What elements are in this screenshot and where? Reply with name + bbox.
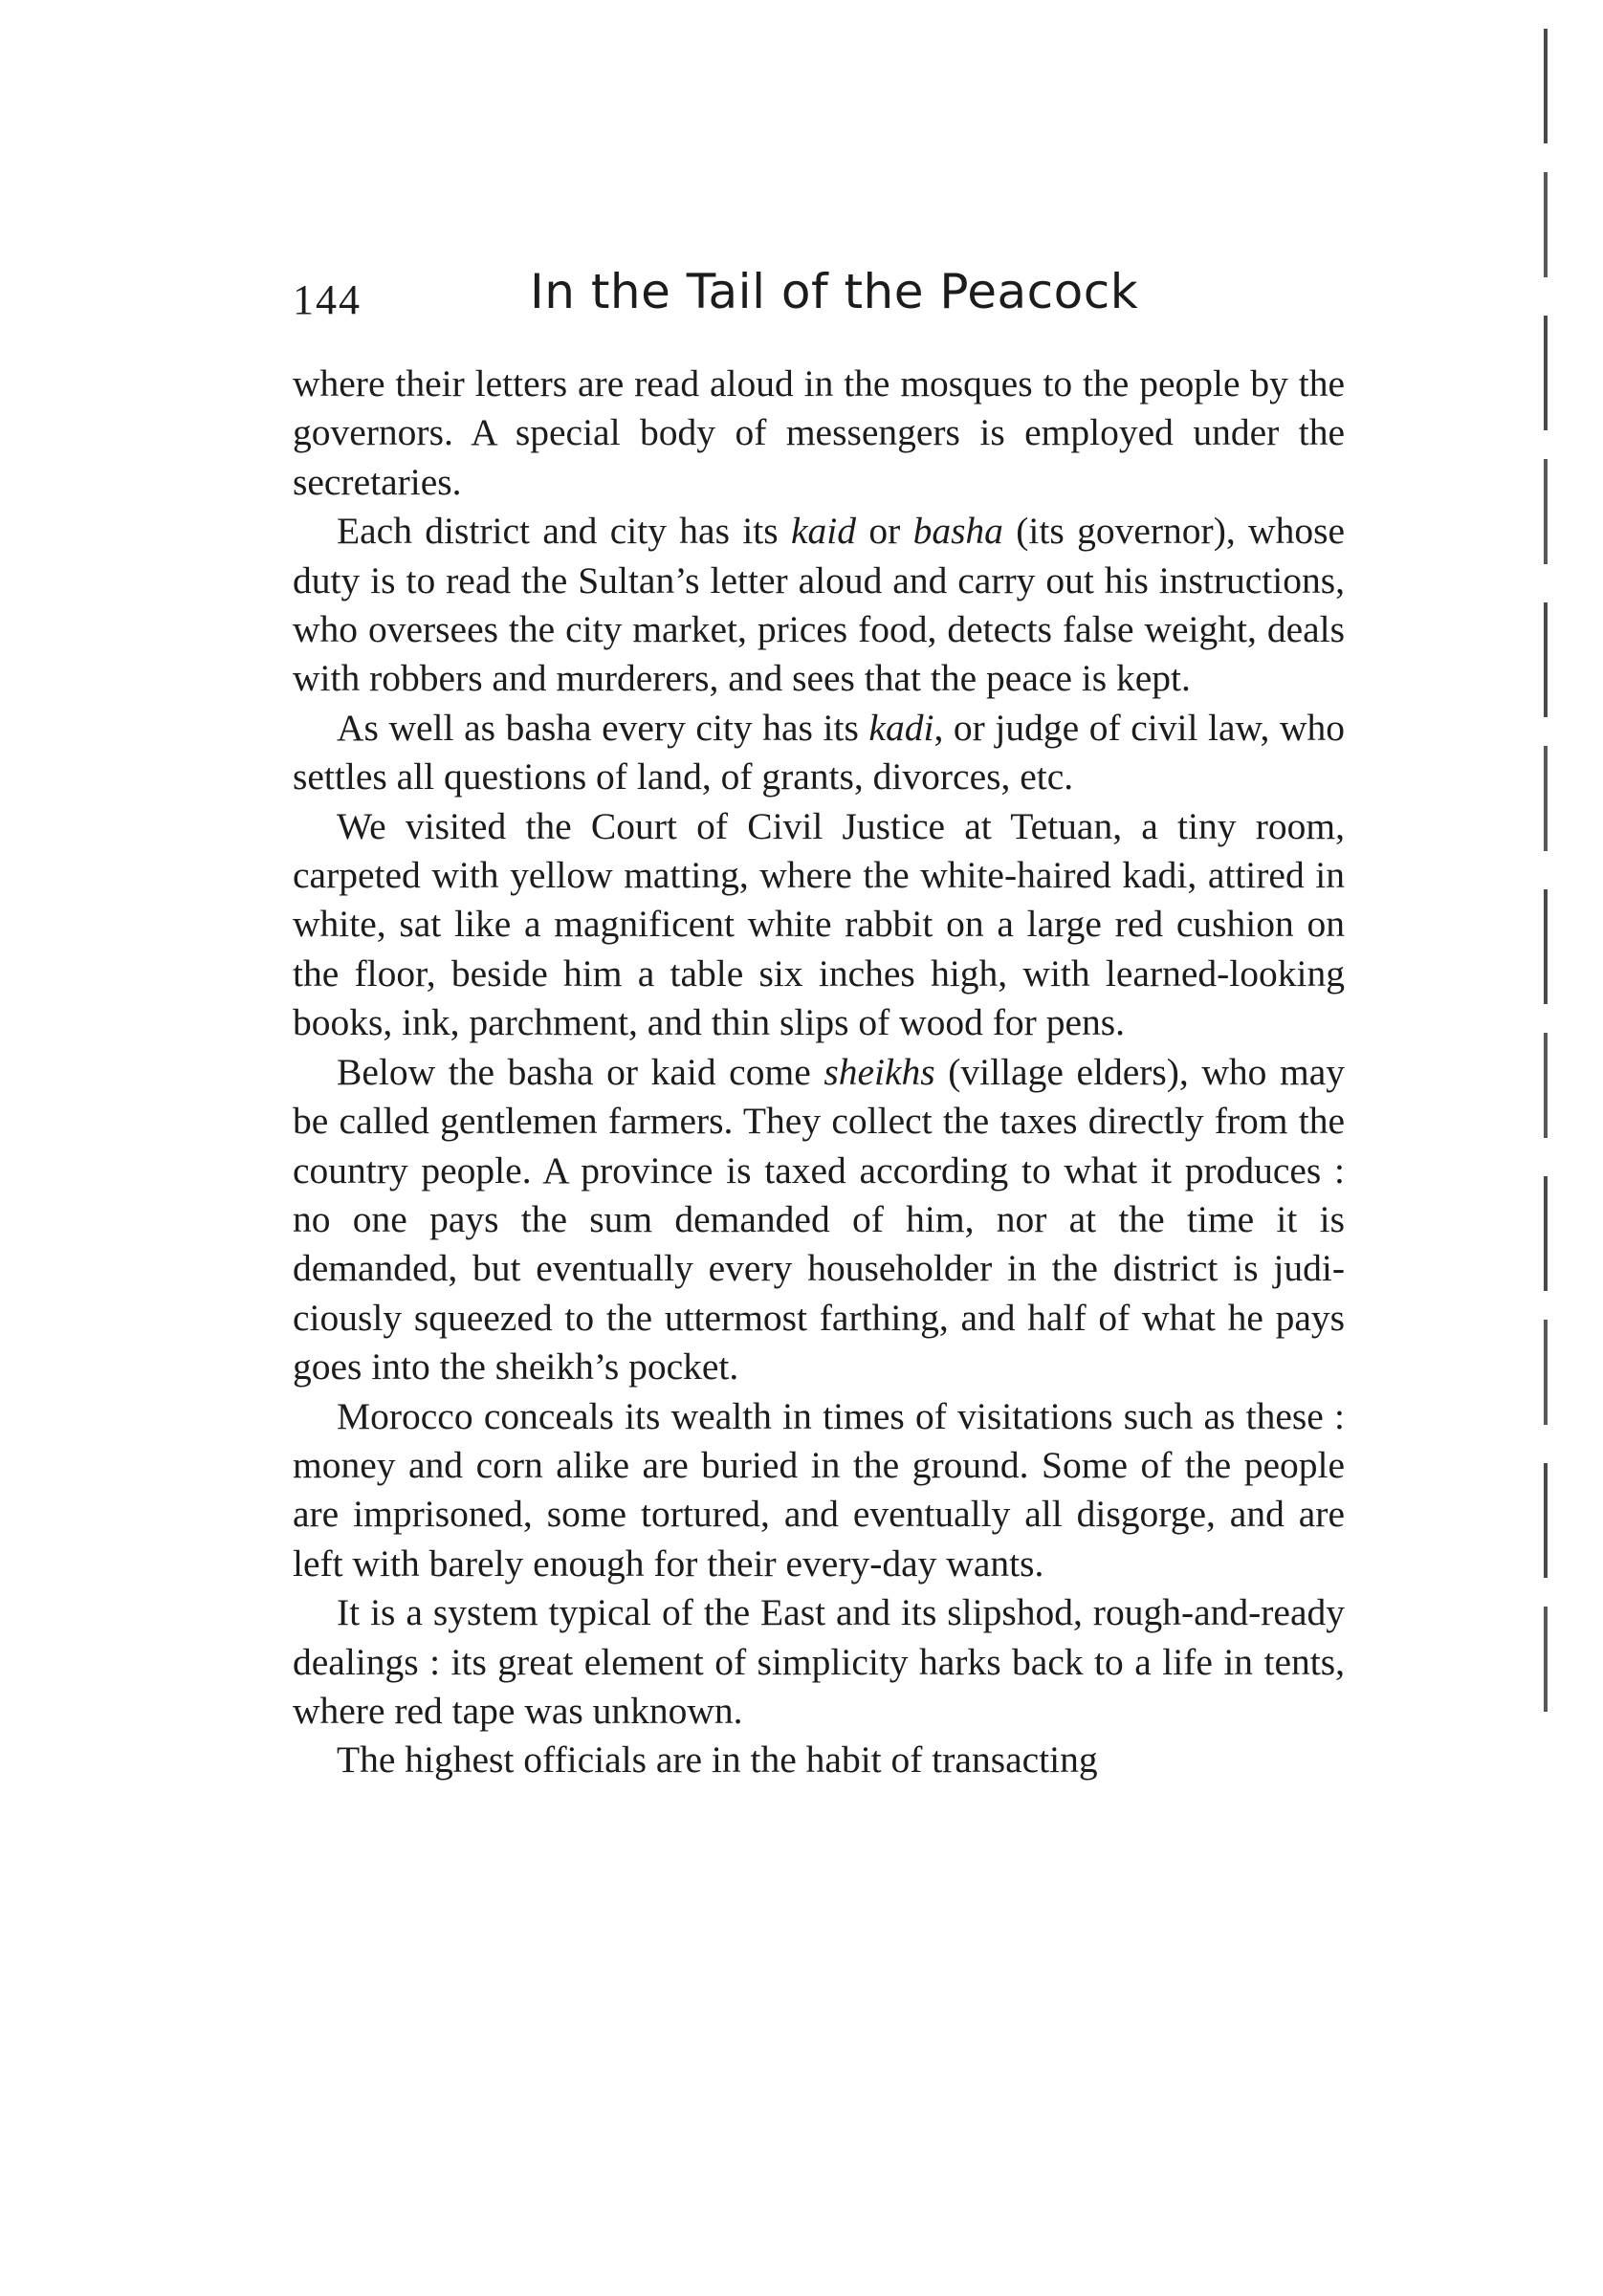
paragraph [293,507,1345,704]
running-head [293,264,1345,340]
text-segment: We visited the Court of Civil Justice at Tetuan, a tiny room, carpeted with yellow matting, where the white-haired kadi, attired in white, sat like a magnificent white rabbit on a large red cushion on the floor, beside him a table six inches high, with learned-looking books, ink, parchment, and thin slips of wood for pens. [293,804,1345,1044]
text-segment: or [855,510,913,553]
paragraph [293,802,1345,1048]
page-number: 144 [293,276,362,323]
text-segment: Below the basha or kaid come [337,1050,824,1093]
page-edge-shadow [1544,29,1548,1712]
italic-term-sheikhs: sheikhs [823,1050,935,1093]
italic-term-kaid: kaid [790,510,856,553]
paragraph [293,1048,1345,1392]
text-segment: (its governor), whose duty is to read the Sultan’s letter aloud and carry out his instructions, who oversees the city market, prices food, detects false weight, deals with robbers and murderers, and sees that the peace is kept. [293,510,1345,700]
text-segment: As well as basha every city has its [337,706,869,749]
paragraph [293,1736,1345,1784]
paragraph [293,704,1345,802]
body-text [293,360,1345,1785]
text-segment: Morocco conceals its wealth in times of visitations such as these : money and corn alike are buried in the ground. Some of the people are imprisoned, some tortured, and eventually all disgorge, and are left with barely enough for their every-day wants. [293,1394,1345,1585]
text-segment: The highest officials are in the habit of transacting [337,1738,1098,1782]
italic-term-basha: basha [912,510,1003,553]
text-segment: Each district and city has its [337,510,791,553]
text-segment: It is a system typical of the East and its slipshod, rough-and-ready dealings : its great element of simplicity harks back to a life in tents, where red tape was unknown. [293,1591,1345,1732]
book-title: In the Tail of the Peacock [530,264,1139,319]
paragraph [293,1588,1345,1736]
text-segment: where their letters are read aloud in the mosques to the people by the governors. A special body of messengers is employed under the secretaries. [293,362,1345,503]
paragraph [293,360,1345,507]
text-segment: , or judge of civil law, who settles all questions of land, of grants, divorces, etc. [293,706,1346,798]
italic-term-kadi: kadi [868,706,934,749]
paragraph [293,1392,1345,1589]
text-segment: (village elders), who may be called gentlemen farmers. They collect the taxes directly from the country people. A province is taxed according to what it produces : no one pays the sum demanded of him, nor at the time it is demanded, but eventually every householder in the district is judi-ciously squeezed to the uttermost farthing, and half of what he pays goes into the sheikh’s pocket. [293,1050,1346,1389]
